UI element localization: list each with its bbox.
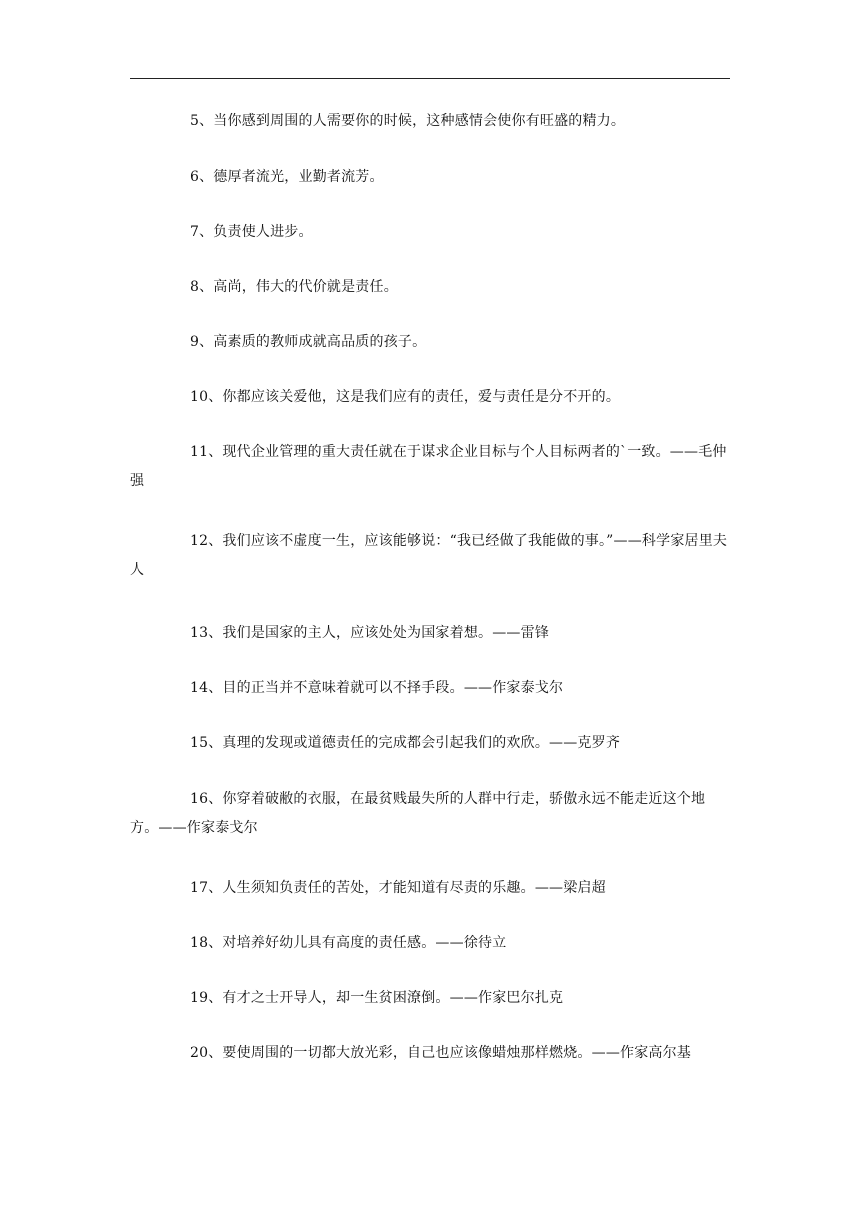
quote-20: 20、要使周围的一切都大放光彩，自己也应该像蜡烛那样燃烧。——作家高尔基: [190, 1045, 692, 1061]
quote-6: 6、德厚者流光，业勤者流芳。: [190, 169, 384, 185]
quote-11: 11、现代企业管理的重大责任就在于谋求企业目标与个人目标两者的`一致。——毛仲强: [130, 444, 727, 489]
quote-8: 8、高尚，伟大的代价就是责任。: [190, 279, 398, 295]
quote-15: 15、真理的发现或道德责任的完成都会引起我们的欢欣。——克罗齐: [190, 735, 621, 751]
quote-9: 9、高素质的教师成就高品质的孩子。: [190, 334, 427, 350]
quote-17: 17、人生须知负责任的苦处，才能知道有尽责的乐趣。——梁启超: [190, 880, 606, 896]
quote-18: 18、对培养好幼儿具有高度的责任感。——徐待立: [190, 935, 507, 951]
quote-14: 14、目的正当并不意味着就可以不择手段。——作家泰戈尔: [190, 680, 564, 696]
quote-5: 5、当你感到周围的人需要你的时候，这种感情会使你有旺盛的精力。: [190, 113, 626, 129]
quote-7: 7、负责使人进步。: [190, 224, 313, 240]
quote-12: 12、我们应该不虚度一生，应该能够说：“我已经做了我能做的事。”——科学家居里夫人: [130, 533, 728, 578]
quote-13: 13、我们是国家的主人，应该处处为国家着想。——雷锋: [190, 625, 550, 641]
quote-19: 19、有才之士开导人，却一生贫困潦倒。——作家巴尔扎克: [190, 990, 564, 1006]
quote-16: 16、你穿着破敝的衣服，在最贫贱最失所的人群中行走，骄傲永远不能走近这个地方。——作家泰戈尔: [130, 791, 706, 836]
header-rule: [130, 78, 730, 79]
quote-10: 10、你都应该关爱他，这是我们应有的责任，爱与责任是分不开的。: [190, 389, 621, 405]
